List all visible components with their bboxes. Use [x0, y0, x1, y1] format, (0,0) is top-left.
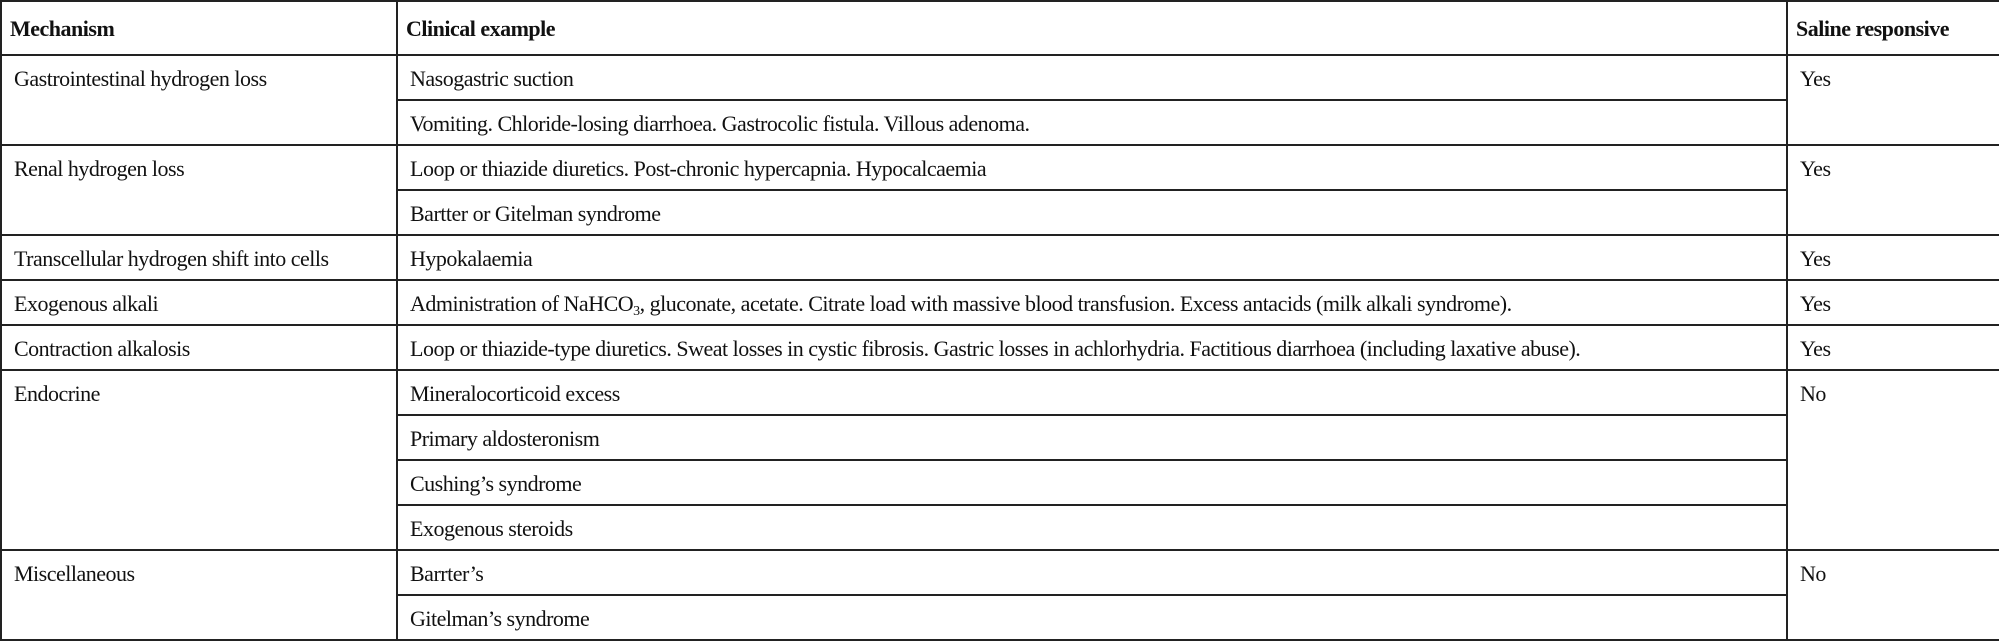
saline-responsive-cell: Yes — [1787, 325, 1999, 370]
clinical-example-cell: Exogenous steroids — [397, 505, 1787, 550]
clinical-example-cell: Nasogastric suction — [397, 55, 1787, 100]
subscript-three: 3 — [633, 304, 640, 319]
clinical-example-cell: Cushing’s syndrome — [397, 460, 1787, 505]
clinical-example-cell: Primary aldosteronism — [397, 415, 1787, 460]
saline-responsive-cell: Yes — [1787, 235, 1999, 280]
header-row — [1, 1, 1999, 55]
clinical-example-cell: Gitelman’s syndrome — [397, 595, 1787, 640]
table-row — [1, 145, 1999, 190]
example-text-end: , gluconate, acetate. Citrate load with massive blood transfusion. Excess antacids (milk alkali syndrome). — [639, 291, 1512, 316]
mechanism-cell: Miscellaneous — [1, 550, 397, 640]
mechanism-cell: Renal hydrogen loss — [1, 145, 397, 235]
table-row — [1, 235, 1999, 280]
clinical-example-cell: Vomiting. Chloride-losing diarrhoea. Gastrocolic fistula. Villous adenoma. — [397, 100, 1787, 145]
clinical-example-cell: Loop or thiazide-type diuretics. Sweat losses in cystic fibrosis. Gastric losses in achlorhydria. Factitious diarrhoea (including laxative abuse). — [397, 325, 1787, 370]
table-row — [1, 550, 1999, 595]
clinical-example-cell: Barrter’s — [397, 550, 1787, 595]
example-text-start: Administration of NaHCO — [410, 291, 634, 316]
clinical-example-cell — [397, 280, 1787, 325]
table-body — [1, 55, 1999, 640]
table-row — [1, 370, 1999, 415]
saline-responsive-cell: Yes — [1787, 280, 1999, 325]
table-row — [1, 325, 1999, 370]
mechanism-cell: Exogenous alkali — [1, 280, 397, 325]
clinical-example-cell: Mineralocorticoid excess — [397, 370, 1787, 415]
mechanism-cell: Endocrine — [1, 370, 397, 550]
table-header — [1, 1, 1999, 55]
header-saline-responsive: Saline responsive — [1787, 1, 1999, 55]
saline-responsive-cell: No — [1787, 370, 1999, 550]
header-mechanism: Mechanism — [1, 1, 397, 55]
table-row — [1, 280, 1999, 325]
saline-responsive-cell: No — [1787, 550, 1999, 640]
clinical-example-cell: Bartter or Gitelman syndrome — [397, 190, 1787, 235]
saline-responsive-cell: Yes — [1787, 145, 1999, 235]
clinical-example-cell: Loop or thiazide diuretics. Post-chronic hypercapnia. Hypocalcaemia — [397, 145, 1787, 190]
mechanism-cell: Transcellular hydrogen shift into cells — [1, 235, 397, 280]
header-clinical-example: Clinical example — [397, 1, 1787, 55]
table-row — [1, 55, 1999, 100]
clinical-example-cell: Hypokalaemia — [397, 235, 1787, 280]
saline-responsive-cell: Yes — [1787, 55, 1999, 145]
mechanism-cell: Contraction alkalosis — [1, 325, 397, 370]
mechanism-cell: Gastrointestinal hydrogen loss — [1, 55, 397, 145]
